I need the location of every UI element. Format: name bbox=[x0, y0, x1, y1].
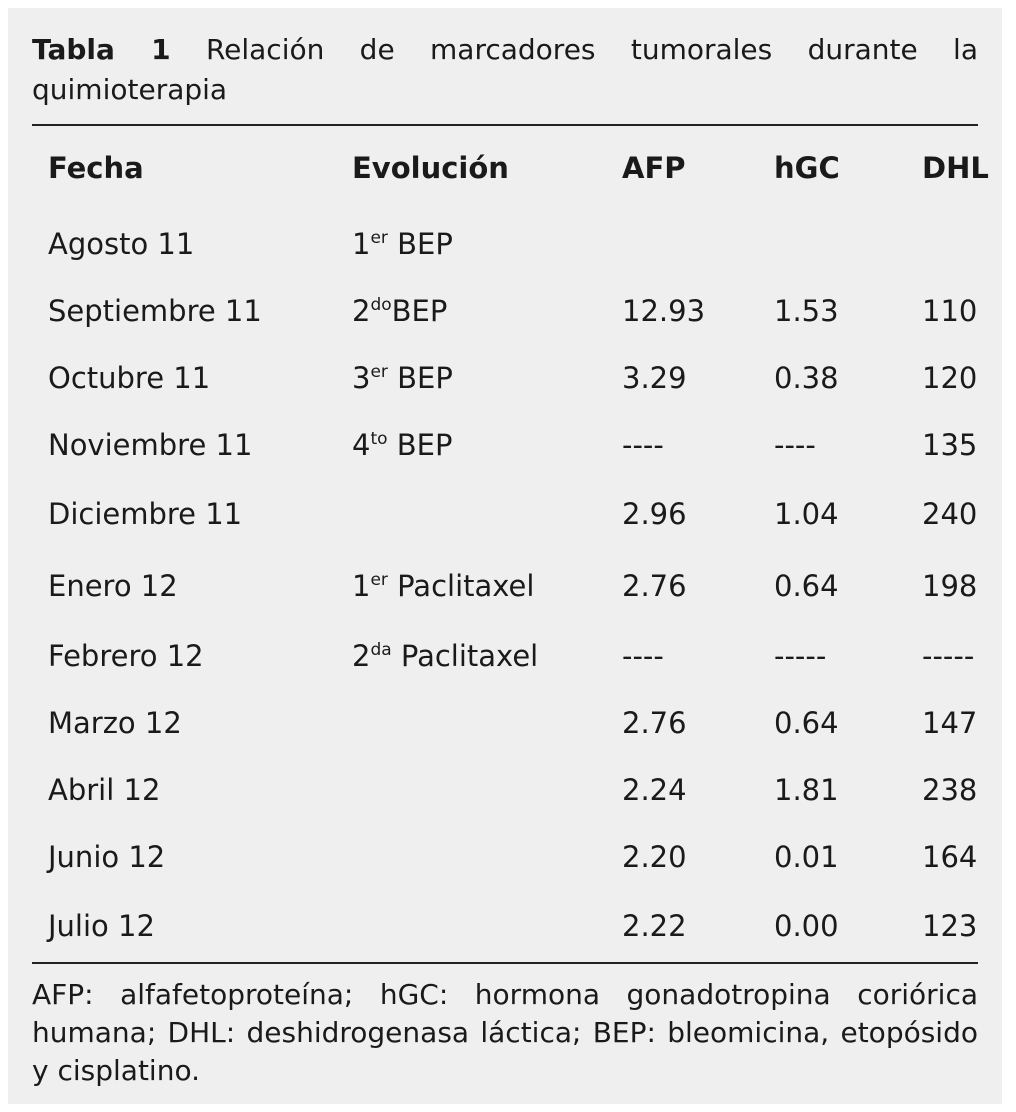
cell-evolucion bbox=[336, 823, 606, 890]
cell-hgc: 0.38 bbox=[774, 360, 839, 395]
header-fecha: Fecha bbox=[48, 151, 144, 185]
header-dhl: DHL bbox=[922, 151, 989, 185]
cell-fecha: Marzo 12 bbox=[48, 705, 182, 740]
evolucion-ordinal-suffix: er bbox=[370, 361, 388, 382]
cell-afp: 2.76 bbox=[622, 705, 687, 740]
tumor-markers-table bbox=[32, 126, 989, 962]
cell-dhl: ----- bbox=[922, 638, 975, 673]
cell-evolucion bbox=[336, 411, 606, 478]
cell-dhl: 164 bbox=[922, 839, 978, 874]
cell-afp bbox=[606, 210, 758, 277]
cell-dhl bbox=[906, 210, 978, 277]
cell-fecha: Septiembre 11 bbox=[48, 293, 262, 328]
cell-afp: 2.24 bbox=[622, 772, 687, 807]
cell-hgc: 0.64 bbox=[774, 569, 839, 603]
cell-evolucion bbox=[336, 890, 606, 962]
cell-afp: 2.96 bbox=[622, 497, 687, 531]
cell-evolucion bbox=[336, 689, 606, 756]
evolucion-regimen: BEP bbox=[391, 293, 448, 328]
cell-evolucion bbox=[336, 210, 606, 277]
evolucion-regimen: Paclitaxel bbox=[387, 569, 535, 603]
evolucion-number: 2 bbox=[352, 638, 371, 673]
cell-dhl: 110 bbox=[922, 293, 978, 328]
table-row bbox=[32, 478, 978, 550]
cell-evolucion bbox=[336, 550, 606, 622]
cell-afp: ---- bbox=[622, 638, 664, 673]
table-row bbox=[32, 550, 978, 622]
cell-hgc: 1.81 bbox=[774, 772, 839, 807]
cell-evolucion bbox=[336, 478, 606, 550]
cell-fecha: Enero 12 bbox=[48, 569, 178, 603]
cell-evolucion bbox=[336, 277, 606, 344]
cell-fecha: Noviembre 11 bbox=[48, 427, 253, 462]
cell-hgc: 1.04 bbox=[774, 497, 839, 531]
cell-dhl: 123 bbox=[922, 909, 978, 943]
evolucion-number: 2 bbox=[352, 293, 371, 328]
cell-dhl: 238 bbox=[922, 772, 978, 807]
cell-dhl: 147 bbox=[922, 705, 978, 740]
table-row bbox=[32, 823, 978, 890]
cell-hgc: 0.00 bbox=[774, 909, 839, 943]
evolucion-regimen: BEP bbox=[387, 427, 453, 462]
table-row bbox=[32, 411, 978, 478]
table-row bbox=[32, 756, 978, 823]
table-body bbox=[32, 210, 978, 962]
cell-afp: 3.29 bbox=[622, 360, 687, 395]
cell-hgc: ---- bbox=[774, 427, 816, 462]
table-row bbox=[32, 890, 978, 962]
cell-hgc: 0.64 bbox=[774, 705, 839, 740]
cell-afp: 2.20 bbox=[622, 839, 687, 874]
table-row bbox=[32, 622, 978, 689]
evolucion-regimen: Paclitaxel bbox=[391, 638, 539, 673]
table-row bbox=[32, 277, 978, 344]
table-row bbox=[32, 344, 978, 411]
table-title: Relación de marcadores tumorales durante la quimioterapia bbox=[32, 33, 978, 106]
table-row bbox=[32, 210, 978, 277]
cell-fecha: Junio 12 bbox=[48, 839, 166, 874]
cell-hgc bbox=[758, 210, 906, 277]
cell-fecha: Diciembre 11 bbox=[48, 497, 243, 531]
cell-dhl: 198 bbox=[922, 569, 978, 603]
table-footnote: AFP: alfafetoproteína; hGC: hormona gonadotropina coriórica humana; DHL: deshidrogenasa láctica; BEP: bleomicina, etopósido y cisplatino. bbox=[32, 978, 978, 1087]
cell-evolucion bbox=[336, 622, 606, 689]
cell-dhl: 135 bbox=[922, 427, 978, 462]
header-row bbox=[32, 126, 978, 210]
header-hgc: hGC bbox=[774, 151, 840, 185]
cell-fecha: Octubre 11 bbox=[48, 360, 211, 395]
evolucion-ordinal-suffix: er bbox=[370, 570, 388, 590]
cell-fecha: Abril 12 bbox=[48, 772, 161, 807]
cell-afp: 2.76 bbox=[622, 569, 687, 603]
table-row bbox=[32, 689, 978, 756]
evolucion-regimen: BEP bbox=[387, 360, 453, 395]
cell-dhl: 120 bbox=[922, 360, 978, 395]
evolucion-ordinal-suffix: do bbox=[370, 294, 392, 315]
cell-hgc: 1.53 bbox=[774, 293, 839, 328]
cell-afp: ---- bbox=[622, 427, 664, 462]
cell-fecha: Agosto 11 bbox=[48, 226, 195, 261]
cell-afp: 12.93 bbox=[622, 293, 706, 328]
table-caption bbox=[32, 30, 978, 124]
evolucion-number: 3 bbox=[352, 360, 371, 395]
evolucion-ordinal-suffix: er bbox=[370, 227, 388, 248]
evolucion-number: 1 bbox=[352, 569, 371, 603]
evolucion-ordinal-suffix: da bbox=[370, 639, 392, 660]
evolucion-regimen: BEP bbox=[387, 226, 453, 261]
cell-fecha: Julio 12 bbox=[48, 909, 155, 943]
cell-afp: 2.22 bbox=[622, 909, 687, 943]
cell-hgc: ----- bbox=[774, 638, 827, 673]
header-evolucion: Evolución bbox=[352, 151, 509, 185]
evolucion-number: 1 bbox=[352, 226, 371, 261]
cell-hgc: 0.01 bbox=[774, 839, 839, 874]
table-label: Tabla 1 bbox=[32, 33, 171, 66]
header-afp: AFP bbox=[622, 151, 686, 185]
cell-dhl: 240 bbox=[922, 497, 978, 531]
evolucion-number: 4 bbox=[352, 427, 371, 462]
table-panel bbox=[8, 8, 1002, 1104]
evolucion-ordinal-suffix: to bbox=[370, 428, 388, 449]
cell-evolucion bbox=[336, 756, 606, 823]
cell-fecha: Febrero 12 bbox=[48, 638, 204, 673]
cell-evolucion bbox=[336, 344, 606, 411]
